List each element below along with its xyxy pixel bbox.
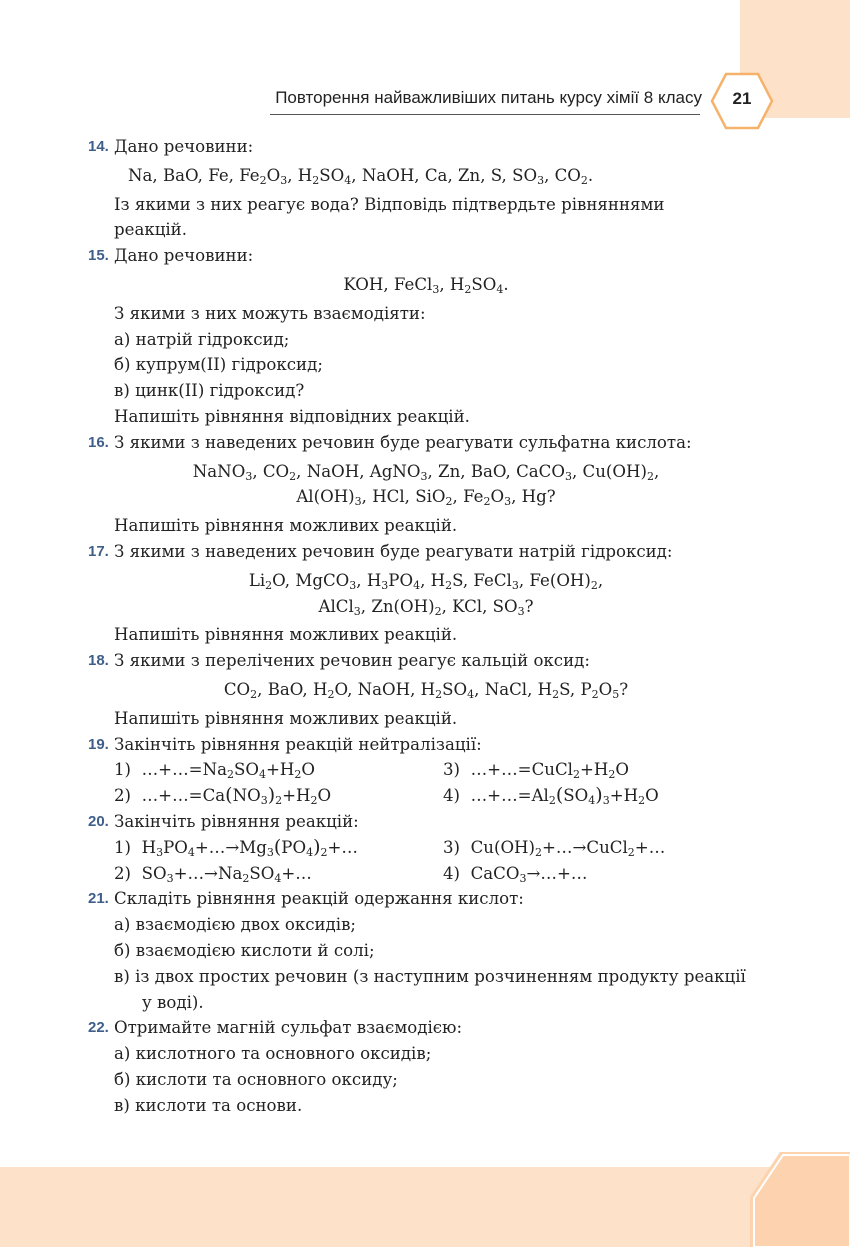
exercise-number: 14. <box>88 138 109 155</box>
exercise-number: 19. <box>88 735 109 753</box>
exercise-text: Отримайте магній сульфат взаємодією: <box>114 1018 463 1038</box>
page-number: 21 <box>732 89 752 108</box>
exercise-number: 18. <box>88 652 109 670</box>
exercise-text: Напишіть рівняння можливих реакцій. <box>114 708 458 728</box>
exercise-20 <box>88 809 738 886</box>
exercise-22 <box>88 1015 738 1118</box>
equation: 3) $Cu(OH)_2+\dots\to CuCl_2+\dots$ <box>443 837 666 859</box>
exercise-number: 20. <box>88 812 109 830</box>
exercise-text: Напишіть рівняння відповідних реакцій. <box>114 406 470 426</box>
substance-list: AlCl$_3$, $Zn(OH)_2$, KCl, $SO_3$? <box>318 596 534 618</box>
exercise-16 <box>88 430 738 539</box>
exercise-text: Складіть рівняння реакцій одержання кислот: <box>114 889 524 909</box>
exercise-text: З якими з них можуть взаємодіяти: <box>114 303 426 323</box>
exercise-14 <box>88 134 738 243</box>
exercise-text: реакцій. <box>114 220 188 240</box>
header-rule <box>270 114 700 115</box>
equation: 1) $H_3PO_4+\dots\to Mg_3(PO_4)_2+\dots$ <box>114 835 358 859</box>
equation: 3) $\dots+\dots=CuCl_2+H_2O$ <box>443 760 629 782</box>
exercise-number: 21. <box>88 890 109 908</box>
substance-list: $Li_2O$, MgCO$_3$, $H_3PO_4$, $H_2S$, FeCl$_3$, $Fe(OH)_2$, <box>248 570 604 592</box>
exercise-text: Дано речовини: <box>114 246 254 266</box>
running-title: Повторення найважливіших питань курсу хімії 8 класу <box>275 88 702 107</box>
equation-row <box>114 757 738 783</box>
exercise-18 <box>88 648 738 731</box>
equation: 4) $\dots+\dots=Al_2(SO_4)_3+H_2O$ <box>443 784 659 808</box>
list-item: б) кислоти та основного оксиду; <box>114 1069 398 1089</box>
substance-list: $CO_2$, BaO, $H_2O$, NaOH, $H_2SO_4$, NaCl, $H_2S$, $P_2O_5$? <box>223 679 629 701</box>
exercise-number: 17. <box>88 542 109 560</box>
substance-list: KOH, FeCl$_3$, $H_2SO_4$. <box>343 274 509 296</box>
exercise-number: 15. <box>88 247 109 265</box>
list-item: в) із двох простих речовин (з наступним розчиненням продукту реакції у воді). <box>114 966 746 1012</box>
exercise-text: Дано речовини: <box>114 137 254 156</box>
substance-list: NaNO$_3$, $CO_2$, NaOH, AgNO$_3$, Zn, BaO, CaCO$_3$, $Cu(OH)_2$, <box>192 461 660 483</box>
list-item: в) цинк(ІІ) гідроксид? <box>114 381 305 401</box>
equation-row <box>114 861 738 887</box>
list-item: в) кислоти та основи. <box>114 1095 303 1115</box>
page-number-badge <box>710 72 774 130</box>
exercise-text: З якими з перелічених речовин реагує кальцій оксид: <box>114 651 590 671</box>
list-item: а) натрій гідроксид; <box>114 329 290 349</box>
equation: 2) $SO_3+\dots\to Na_2SO_4+\dots$ <box>114 863 312 885</box>
exercise-list <box>88 134 746 1118</box>
footer-band <box>0 1167 850 1247</box>
page-header <box>0 0 850 130</box>
equation: 4) CaCO$_3$→…+… <box>443 863 588 885</box>
exercise-21 <box>88 886 746 1015</box>
equation-row <box>114 783 738 809</box>
exercise-text: Закінчіть рівняння реакцій нейтралізації: <box>114 734 482 754</box>
exercise-19 <box>88 732 738 809</box>
equation-row <box>114 835 738 861</box>
list-item: а) кислотного та основного оксидів; <box>114 1044 432 1064</box>
exercise-text: Напишіть рівняння можливих реакцій. <box>114 625 458 645</box>
exercise-number: 16. <box>88 433 109 451</box>
exercise-number: 22. <box>88 1019 109 1037</box>
list-item: б) купрум(ІІ) гідроксид; <box>114 355 323 375</box>
substance-list: Na, BaO, Fe, $Fe_2O_3$, $H_2SO_4$, NaOH, Ca, Zn, S, $SO_3$, $CO_2$. <box>128 165 594 187</box>
list-item: а) взаємодією двох оксидів; <box>114 915 357 935</box>
exercise-text: З якими з наведених речовин буде реагувати сульфатна кислота: <box>114 432 692 452</box>
exercise-17 <box>88 539 738 648</box>
exercise-text: З якими з наведених речовин буде реагувати натрій гідроксид: <box>114 541 673 561</box>
list-item: б) взаємодією кислоти й солі; <box>114 940 375 960</box>
substance-list: $Al(OH)_3$, HCl, SiO$_2$, $Fe_2O_3$, Hg? <box>296 487 556 509</box>
equation: 2) $\dots+\dots=Ca(NO_3)_2+H_2O$ <box>114 784 332 808</box>
exercise-text: Закінчіть рівняння реакцій: <box>114 811 359 831</box>
footer-corner-shape <box>750 1152 850 1247</box>
exercise-text: Напишіть рівняння можливих реакцій. <box>114 516 458 536</box>
equation: 1) $\dots+\dots=Na_2SO_4+H_2O$ <box>114 760 315 782</box>
exercise-text: Із якими з них реагує вода? Відповідь підтвердьте рівняннями <box>114 194 665 214</box>
exercise-15 <box>88 243 738 430</box>
